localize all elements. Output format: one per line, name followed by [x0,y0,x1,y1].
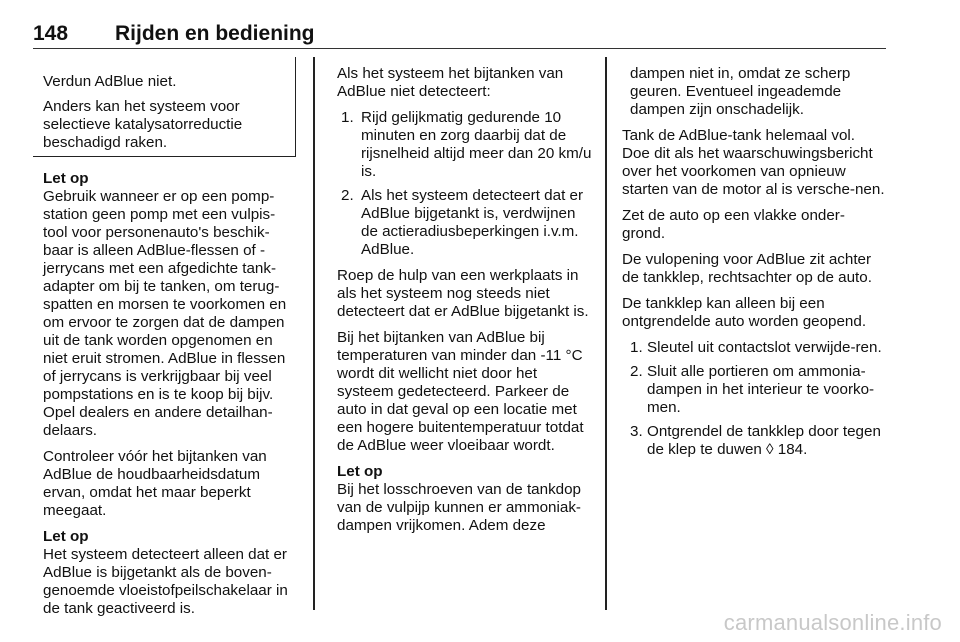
list-item [622,339,887,357]
column-1 [43,170,299,626]
paragraph: Zet de auto op een vlakke onder-grond. [622,207,845,242]
list-number: 2. [341,187,354,204]
note-1-body: Gebruik wanneer er op een pomp-station geen pomp met een vulpis-tool voor personenauto's beschik-baar is alleen AdBlue-flessen of -jerrycans met een afgedichte tank-adapter om bij te tanken, om terug-spatten en morsen te voorkomen en om ervoor te zorgen dat de dampen uit de tank worden opgenomen en niet eruit stromen. AdBlue in flessen of jerrycans is verkrijgbaar bij veel pompstations en is te koop bij bijv. Opel dealers en andere detailhan-delaars. [43,188,287,439]
paragraph: Roep de hulp van een werkplaats in als het systeem nog steeds niet detecteert dat er AdBlue bijgetankt is. [337,267,589,320]
paragraph: Controleer vóór het bijtanken van AdBlue de houdbaarheidsdatum ervan, omdat het maar beperkt meegaat. [43,448,267,519]
column-3 [622,65,887,467]
list-number: 3. [630,423,643,440]
note-2-title: Let op [43,528,89,545]
list-number: 1. [630,339,643,356]
warning-line-2: Anders kan het systeem voor selectieve katalysatorreductie beschadigd raken. [43,98,243,151]
paragraph: De vulopening voor AdBlue zit achter de tankklep, rechtsachter op de auto. [622,251,872,286]
column-divider-2 [605,57,607,610]
paragraph: De tankklep kan alleen bij een ontgrendelde auto worden geopend. [622,295,867,330]
header-rule [33,48,886,49]
paragraph: Tank de AdBlue-tank helemaal vol. Doe dit als het waarschuwingsbericht over het voorkomen van opnieuw starten van de motor al is versche-nen. [622,127,885,198]
page-number: 148 [33,22,69,45]
list-item [622,423,887,459]
warning-box [43,73,291,159]
chapter-title: Rijden en bediening [115,22,315,45]
watermark: carmanualsonline.info [723,610,942,635]
paragraph: Bij het bijtanken van AdBlue bij temperaturen van minder dan -11 °C wordt dit wellicht niet door het systeem gedetecteerd. Parkeer de auto in dat geval op een locatie met een hogere buitentemperatuur totdat de AdBlue weer vloeibaar wordt. [337,329,584,454]
note-3-body: Bij het losschroeven van de tankdop van de vulpijp kunnen er ammoniak-dampen vrijkomen. Adem deze [337,481,582,534]
list-text: Sluit alle portieren om ammonia-dampen in het interieur te voorko-men. [647,363,875,416]
list-text: Sleutel uit contactslot verwijde-ren. [647,339,882,356]
list-item [337,187,594,259]
list-item [337,109,594,181]
paragraph: Als het systeem het bijtanken van AdBlue niet detecteert: [337,65,564,100]
numbered-list [622,339,887,459]
note-3-continued: dampen niet in, omdat ze scherp geuren. Eventueel ingeademde dampen zijn onschadelijk. [630,65,851,118]
note-3 [337,463,594,535]
list-text: Als het systeem detecteert dat er AdBlue bijgetankt is, verdwijnen de actieradiusbeperkingen i.v.m. AdBlue. [361,187,584,258]
column-divider-1 [313,57,315,610]
list-text: Rijd gelijkmatig gedurende 10 minuten en zorg daarbij dat de rijsnelheid altijd meer dan 20 km/u is. [361,109,592,180]
list-number: 2. [630,363,643,380]
column-2 [337,65,594,543]
note-2 [43,528,299,618]
numbered-list [337,109,594,259]
list-number: 1. [341,109,354,126]
note-1 [43,170,299,440]
note-1-title: Let op [43,170,89,187]
note-2-body: Het systeem detecteert alleen dat er AdBlue is bijgetankt als de boven-genoemde vloeistofpeilschakelaar in de tank geactiveerd is. [43,546,288,617]
list-item [622,363,887,417]
list-text: Ontgrendel de tankklep door tegen de klep te duwen ◊ 184. [647,423,881,458]
note-3-title: Let op [337,463,383,480]
warning-line-1: Verdun AdBlue niet. [43,73,177,90]
